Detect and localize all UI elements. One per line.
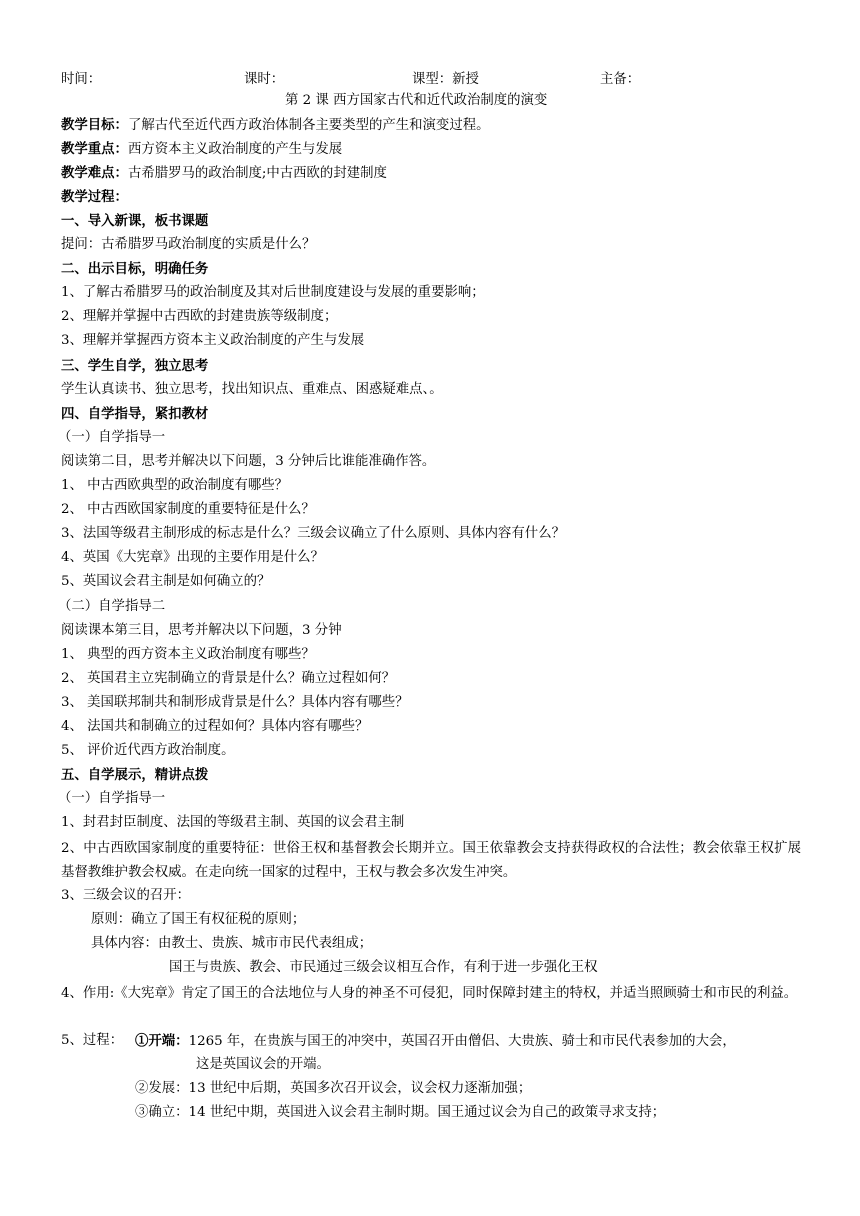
guide-2-intro: 阅读课本第三目，思考并解决以下问题，3 分钟 — [61, 623, 342, 638]
list-item: 3、法国等级君主制形成的标志是什么？三级会议确立了什么原则、具体内容有什么？ — [61, 526, 565, 541]
answer-4: 4、作用:《大宪章》肯定了国王的合法地位与人身的神圣不可侵犯，同时保障封建主的特权，并适当照顾骑士和市民的利益。 — [61, 986, 798, 1001]
answer-3-title: 3、三级会议的召开： — [61, 888, 191, 903]
section-5-title: 五、自学展示，精讲点拨 — [61, 767, 209, 783]
answer-5-step-2: ②发展：13 世纪中后期，英国多次召开议会，议会权力逐渐加强； — [135, 1081, 532, 1096]
section-3-text: 学生认真读书、独立思考，找出知识点、重难点、困惑疑难点、。 — [61, 382, 443, 397]
guide-2-title: （二）自学指导二 — [58, 599, 166, 614]
guide-1-title: （一）自学指导一 — [58, 430, 166, 445]
lesson-title: 第 2 课 西方国家古代和近代政治制度的演变 — [285, 93, 548, 108]
teaching-difficulty — [61, 164, 387, 183]
goals-label: 教学目标： — [61, 117, 128, 133]
guide-1-intro: 阅读第二目，思考并解决以下问题，3 分钟后比谁能准确作答。 — [61, 454, 436, 469]
section-2-title: 二、出示目标，明确任务 — [61, 261, 209, 277]
answer-guide-1-title: （一）自学指导一 — [58, 791, 166, 806]
step-1-label: ①开端： — [135, 1033, 189, 1049]
list-item: 3、理解并掌握西方资本主义政治制度的产生与发展 — [61, 333, 365, 348]
key-text: 西方资本主义政治制度的产生与发展 — [127, 142, 343, 157]
period-label: 课时： — [244, 72, 285, 87]
answer-5-step-3: ③确立：14 世纪中期，英国进入议会君主制时期。国王通过议会为自己的政策寻求支持； — [135, 1105, 666, 1120]
list-item: 1、 中古西欧典型的政治制度有哪些？ — [61, 478, 289, 493]
list-item: 5、英国议会君主制是如何确立的？ — [61, 574, 271, 589]
answer-1: 1、封君封臣制度、法国的等级君主制、英国的议会君主制 — [61, 815, 405, 830]
list-item: 1、了解古希腊罗马的政治制度及其对后世制度建设与发展的重要影响； — [61, 285, 485, 300]
section-3-title: 三、学生自学，独立思考 — [61, 358, 209, 374]
goals-text: 了解古代至近代西方政治体制各主要类型的产生和演变过程。 — [127, 118, 490, 133]
section-4-title: 四、自学指导，紧扣教材 — [61, 406, 209, 422]
list-item: 4、英国《大宪章》出现的主要作用是什么？ — [61, 550, 324, 565]
answer-3-principle: 原则：确立了国王有权征税的原则； — [91, 912, 306, 927]
answer-5-step-1-cont: 这是英国议会的开端。 — [196, 1057, 330, 1072]
time-label: 时间： — [61, 72, 102, 87]
list-item: 3、 美国联邦制共和制形成背景是什么？具体内容有哪些？ — [61, 695, 409, 710]
answer-2: 2、中古西欧国家制度的重要特征：世俗王权和基督教会长期并立。国王依靠教会支持获得政权的合法性；教会依靠王权扩展基督教维护教会权威。在走向统一国家的过程中，王权与教会多次发生冲突。 — [61, 841, 801, 880]
list-item: 1、 典型的西方资本主义政治制度有哪些？ — [61, 647, 315, 662]
difficulty-label: 教学难点： — [61, 165, 128, 181]
lesson-type-label: 课型：新授 — [412, 72, 479, 87]
answer-5-step-1 — [135, 1032, 736, 1051]
list-item: 2、 英国君主立宪制确立的背景是什么？确立过程如何？ — [61, 671, 396, 686]
process-label: 教学过程： — [61, 189, 128, 205]
key-label: 教学重点： — [61, 141, 128, 157]
answer-5-label: 5、过程： — [61, 1033, 124, 1048]
list-item: 5、 评价近代西方政治制度。 — [61, 743, 235, 758]
answer-3-content: 具体内容：由教士、贵族、城市市民代表组成； — [91, 936, 373, 951]
section-1-title: 一、导入新课，板书课题 — [61, 213, 209, 229]
section-1-text: 提问：古希腊罗马政治制度的实质是什么？ — [61, 237, 316, 252]
difficulty-text: 古希腊罗马的政治制度;中古西欧的封建制度 — [127, 166, 387, 181]
author-label: 主备： — [600, 72, 641, 87]
teaching-key — [61, 140, 342, 159]
list-item: 2、理解并掌握中古西欧的封建贵族等级制度； — [61, 309, 338, 324]
list-item: 4、 法国共和制确立的过程如何？具体内容有哪些？ — [61, 719, 369, 734]
teaching-goals — [61, 116, 490, 135]
step-1-text: 1265 年，在贵族与国王的冲突中，英国召开由僧侣、大贵族、骑士和市民代表参加的大会， — [188, 1034, 736, 1049]
answer-3-content-cont: 国王与贵族、教会、市民通过三级会议相互合作，有利于进一步强化王权 — [169, 960, 598, 975]
list-item: 2、 中古西欧国家制度的重要特征是什么？ — [61, 502, 315, 517]
